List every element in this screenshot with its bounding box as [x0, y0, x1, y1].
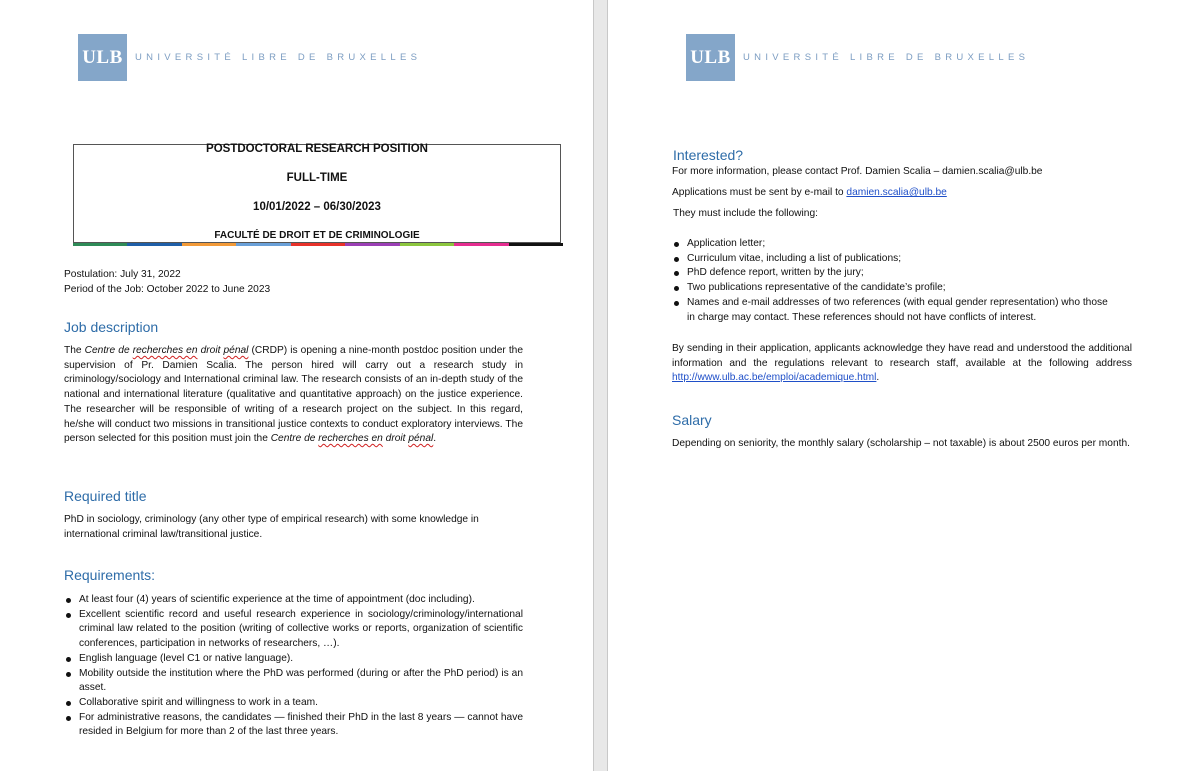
list-item: Collaborative spirit and willingness to work in a team. [64, 696, 523, 711]
ulb-logo-text: UNIVERSITÉ LIBRE DE BRUXELLES [135, 52, 422, 63]
list-item: Application letter; [672, 237, 1117, 252]
postulation-date: Postulation: July 31, 2022 [64, 269, 181, 280]
job-description-part: The [64, 345, 85, 356]
list-item: Excellent scientific record and useful research experience in sociology/criminology/international criminal law related to the position (writing of collective works or reports, organization of scientific conferences, participation in networks of researchers, …). [64, 608, 523, 652]
title-position: POSTDOCTORAL RESEARCH POSITION [206, 143, 428, 155]
acknowledgement-part: . [876, 372, 880, 384]
document-page-2 [608, 0, 1194, 771]
faculty-color-bar [73, 243, 563, 246]
list-item: PhD defence report, written by the jury; [672, 266, 1117, 281]
salary-heading: Salary [672, 412, 712, 428]
ulb-logo [686, 34, 1029, 81]
acknowledgement-text [672, 342, 1132, 386]
application-items-list [672, 237, 1117, 325]
color-bar-segment [127, 243, 181, 246]
job-description-text [64, 344, 523, 447]
job-period: Period of the Job: October 2022 to June 2023 [64, 284, 271, 295]
ulb-logo-text: UNIVERSITÉ LIBRE DE BRUXELLES [743, 52, 1030, 63]
application-instruction-text: Applications must be sent by e-mail to [672, 187, 847, 198]
acknowledgement-part: By sending in their application, applicants acknowledge they have read and understood the additional information and the regulations relevant to research staff, available at the following address [672, 343, 1132, 369]
job-description-heading: Job description [64, 319, 159, 335]
center-name-2: Centre de recherches en droit pénal [270, 433, 434, 445]
ulb-logo-mark: ULB [78, 34, 127, 81]
title-fulltime: FULL-TIME [286, 172, 348, 184]
contact-info: For more information, please contact Prof. Damien Scalia – damien.scalia@ulb.be [672, 166, 1043, 177]
application-instruction [672, 186, 1152, 201]
interested-heading: Interested? [673, 147, 744, 163]
include-intro: They must include the following: [673, 208, 818, 219]
color-bar-segment [73, 243, 127, 246]
color-bar-segment [182, 243, 236, 246]
color-bar-segment [345, 243, 399, 246]
list-item: Names and e-mail addresses of two references (with equal gender representation) who those in charge may contact. These references should not have conflicts of interest. [672, 296, 1117, 325]
ulb-logo-mark: ULB [686, 34, 735, 81]
list-item: Curriculum vitae, including a list of publications; [672, 252, 1117, 267]
list-item: Mobility outside the institution where the PhD was performed (during or after the PhD period) is an asset. [64, 667, 523, 696]
ulb-logo [78, 34, 421, 81]
document-page-1 [0, 0, 593, 771]
list-item: Two publications representative of the candidate’s profile; [672, 281, 1117, 296]
salary-text: Depending on seniority, the monthly salary (scholarship – not taxable) is about 2500 euros per month. [672, 438, 1130, 449]
color-bar-segment [509, 243, 563, 246]
color-bar-segment [400, 243, 454, 246]
list-item: For administrative reasons, the candidates — finished their PhD in the last 8 years — cannot have resided in Belgium for more than 2 of the last three years. [64, 711, 523, 740]
list-item: At least four (4) years of scientific experience at the time of appointment (doc including). [64, 593, 523, 608]
job-description-part: (CRDP) is opening a nine-month postdoc position under the supervision of Pr. Damien Scalia. The person hired will carry out a research study in criminology/sociology and International criminal law. The research consists of an in-depth study of the national and international literature (qualitative and quantitative approach) on the justice experience. The researcher will be responsible of writing of a research project on the subject. In this regard, he/she will conduct two missions in transitional justice contexts to conduct exploratory interviews. The person selected for this position must join the [64, 345, 524, 445]
requirements-list [64, 593, 523, 740]
color-bar-segment [291, 243, 345, 246]
requirements-heading: Requirements: [64, 567, 156, 583]
required-title-text: PhD in sociology, criminology (any other type of empirical research) with some knowledge in international criminal law/transitional justice. [64, 514, 479, 540]
color-bar-segment [236, 243, 290, 246]
center-name: Centre de recherches en droit pénal [84, 345, 249, 356]
required-title-heading: Required title [64, 488, 147, 504]
application-email-link[interactable]: damien.scalia@ulb.be [846, 187, 947, 198]
color-bar-segment [454, 243, 508, 246]
title-dates: 10/01/2022 – 06/30/2023 [253, 201, 381, 213]
list-item: English language (level C1 or native language). [64, 652, 523, 667]
job-description-part: . [433, 433, 437, 445]
position-title-box [73, 144, 561, 243]
title-faculty: FACULTÉ DE DROIT ET DE CRIMINOLOGIE [214, 230, 420, 241]
page-divider [593, 0, 594, 771]
regulations-link[interactable]: http://www.ulb.ac.be/emploi/academique.html [672, 372, 877, 384]
